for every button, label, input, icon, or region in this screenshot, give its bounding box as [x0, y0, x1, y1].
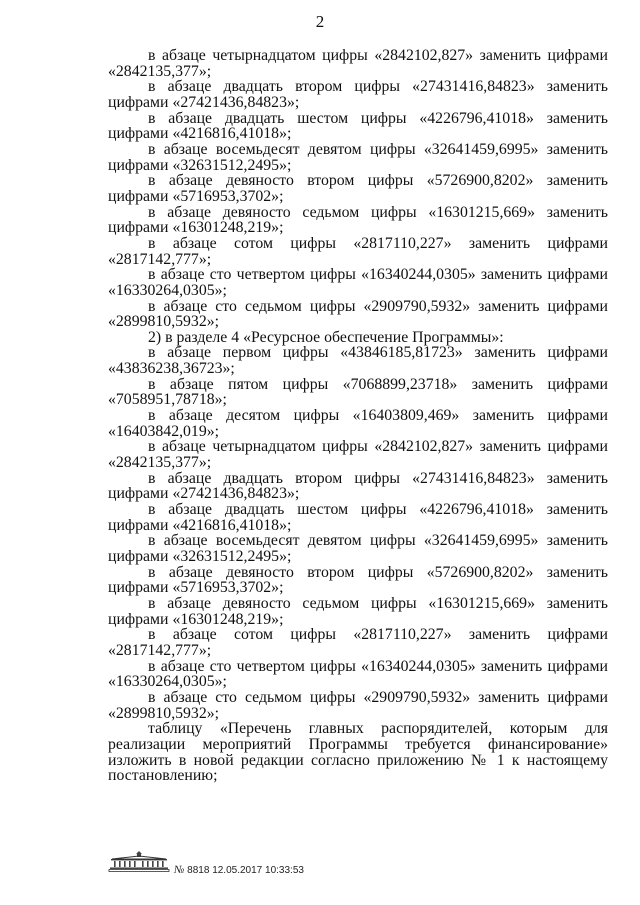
paragraph-5: в абзаце девяносто втором цифры «5726900,8202» заменить цифрами «5716953,3702»;	[108, 172, 608, 205]
paragraph-12: в абзаце пятом цифры «7068899,23718» заменить цифрами «7058951,78718»;	[108, 375, 608, 409]
paragraph-19: в абзаце девяносто седьмом цифры «16301215,669» заменить цифрами «16301248,219»;	[108, 594, 608, 628]
document-number: 8818	[187, 865, 210, 876]
government-building-seal-icon	[108, 850, 170, 872]
paragraph-14: в абзаце четырнадцатом цифры «2842102,827» заменить цифрами «2842135,377»;	[108, 438, 608, 472]
paragraph-11: в абзаце первом цифры «43846185,81723» заменить цифрами «43836238,36723»;	[108, 344, 608, 378]
paragraph-10: 2) в разделе 4 «Ресурсное обеспечение Программы»:	[148, 328, 504, 346]
paragraph-18: в абзаце девяносто втором цифры «5726900,8202» заменить цифрами «5716953,3702»;	[108, 563, 608, 597]
document-footer	[108, 850, 408, 890]
document-timestamp: 12.05.2017 10:33:53	[212, 865, 304, 876]
paragraph-7: в абзаце сотом цифры «2817110,227» заменить цифрами «2817142,777»;	[108, 234, 608, 268]
paragraph-2: в абзаце двадцать втором цифры «27431416,84823» заменить цифрами «27421436,84823»;	[108, 78, 608, 111]
paragraph-23: таблицу «Перечень главных распорядителей, которым для реализации мероприятий Программы требуется финансирование» изложить в новой редакции согласно приложению № 1 к настоящему постановлению;	[108, 720, 608, 785]
paragraph-9: в абзаце сто седьмом цифры «2909790,5932» заменить цифрами «2899810,5932»;	[108, 297, 608, 331]
number-sign: №	[174, 864, 185, 876]
registration-stamp	[174, 864, 304, 876]
document-body	[108, 48, 608, 784]
paragraph-21: в абзаце сто четвертом цифры «16340244,0305» заменить цифрами «16330264,0305»;	[108, 657, 608, 691]
paragraph-8: в абзаце сто четвертом цифры «16340244,0305» заменить цифрами «16330264,0305»;	[108, 266, 608, 299]
paragraph-6: в абзаце девяносто седьмом цифры «16301215,669» заменить цифрами «16301248,219»;	[108, 203, 608, 237]
paragraph-17: в абзаце восемьдесят девятом цифры «32641459,6995» заменить цифрами «32631512,2495»;	[108, 532, 608, 565]
paragraph-13: в абзаце десятом цифры «16403809,469» заменить цифрами «16403842,019»;	[108, 407, 608, 440]
paragraph-16: в абзаце двадцать шестом цифры «4226796,41018» заменить цифрами «4216816,41018»;	[108, 501, 608, 534]
paragraph-1: в абзаце четырнадцатом цифры «2842102,827» заменить цифрами «2842135,377»;	[108, 47, 608, 80]
paragraph-4: в абзаце восемьдесят девятом цифры «32641459,6995» заменить цифрами «32631512,2495»;	[108, 140, 608, 174]
paragraph-22: в абзаце сто седьмом цифры «2909790,5932» заменить цифрами «2899810,5932»;	[108, 688, 608, 722]
paragraph-20: в абзаце сотом цифры «2817110,227» заменить цифрами «2817142,777»;	[108, 626, 608, 659]
paragraph-15: в абзаце двадцать втором цифры «27431416,84823» заменить цифрами «27421436,84823»;	[108, 469, 608, 503]
paragraph-3: в абзаце двадцать шестом цифры «4226796,41018» заменить цифрами «4216816,41018»;	[108, 109, 608, 143]
page-number: 2	[315, 12, 325, 31]
